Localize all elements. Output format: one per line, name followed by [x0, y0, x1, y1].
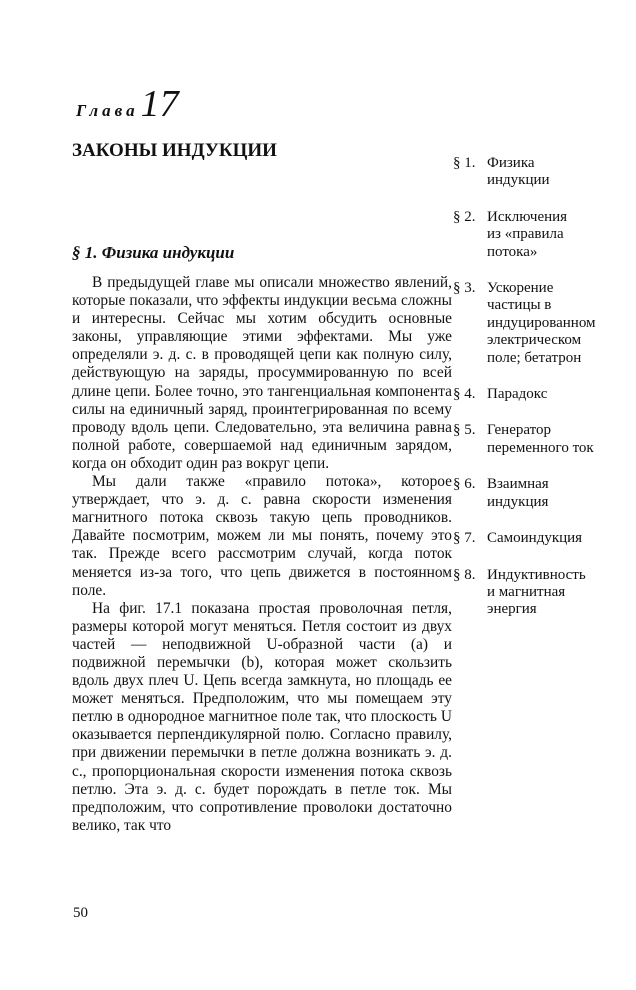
- toc-line: Парадокс: [487, 386, 548, 403]
- toc-line: из «правила: [487, 226, 564, 243]
- toc-title: [487, 530, 582, 547]
- section-heading: § 1. Физика индукции: [72, 243, 235, 262]
- toc-number: § 2.: [453, 208, 476, 225]
- toc-line: Взаимная: [487, 476, 549, 493]
- toc-line: потока»: [487, 243, 538, 260]
- toc-number: § 8.: [453, 566, 476, 583]
- paragraph-3: На фиг. 17.1 показана простая проволочная петля, размеры которой могут меняться. Петля состоит из двух частей — неподвижной U-образной части (a) и подвижной перемычки (b), которая может скользить вдоль двух плеч U. Цепь всегда замкнута, но площадь ее может меняться. Предположим, что мы помещаем эту петлю в однородное магнитное поле так, что плоскость U оказывается перпендикулярной полю. Согласно правилу, при движении перемычки в петле должна возникать э. д. с., пропорциональная скорости изменения потока сквозь петлю. Эта э. д. с. будет порождать в петле ток. Мы предположим, что сопротивление проволоки достаточно велико, так что: [72, 599, 452, 834]
- chapter-word: Глава: [76, 101, 139, 120]
- toc-line: Физика: [487, 155, 535, 171]
- toc-line: переменного ток: [487, 439, 594, 456]
- page-number: 50: [73, 905, 88, 921]
- toc-line: Генератор: [487, 422, 551, 439]
- toc-title: [487, 567, 586, 619]
- paragraph-1: В предыдущей главе мы описали множество явлений, которые показали, что эффекты индукции весьма сложны и интересны. Сейчас мы хотим обсудить основные законы, управляющие этими эффектами. Мы уже определяли э. д. с. в проводящей цепи как полную силу, действующую на заряды, просуммированную по всей длине цепи. Более точно, это тангенциальная компонента силы на единичный заряд, проинтегрированная по всему проводу вдоль цепи. Следовательно, эта величина равна полной работе, совершаемой над единичным зарядом, когда он обходит один раз вокруг цепи.: [72, 274, 452, 472]
- toc-title: [487, 386, 547, 403]
- toc-title: [487, 155, 550, 190]
- toc-number: § 7.: [453, 530, 476, 547]
- toc-number: § 4.: [453, 386, 476, 403]
- toc-item-1: [453, 155, 631, 190]
- toc-title: [487, 422, 594, 457]
- toc-item-6: [453, 476, 631, 511]
- toc-number: § 6.: [453, 476, 476, 493]
- toc-line: и магнитная: [487, 583, 566, 600]
- toc-item-2: [453, 209, 631, 261]
- toc-line: поле; бетатрон: [487, 349, 582, 366]
- chapter-contents: [453, 155, 631, 619]
- toc-item-8: [453, 567, 631, 619]
- toc-number: § 1.: [453, 155, 476, 171]
- toc-title: [487, 280, 596, 367]
- toc-item-4: [453, 386, 631, 403]
- toc-line: индукция: [487, 493, 549, 510]
- toc-item-7: [453, 530, 631, 547]
- toc-line: Исключения: [487, 208, 568, 225]
- chapter-heading: [76, 82, 179, 126]
- toc-title: [487, 209, 567, 261]
- toc-line: частицы в: [487, 297, 552, 314]
- toc-line: индуцированном: [487, 314, 596, 331]
- chapter-number: 17: [140, 83, 179, 125]
- toc-line: индукции: [487, 172, 550, 189]
- chapter-title: ЗАКОНЫ ИНДУКЦИИ: [72, 140, 277, 161]
- toc-number: § 5.: [453, 422, 476, 439]
- toc-title: [487, 476, 549, 511]
- toc-line: Индуктивность: [487, 566, 586, 583]
- toc-number: § 3.: [453, 280, 476, 297]
- toc-line: электрическом: [487, 332, 582, 349]
- body-text: [72, 274, 452, 835]
- paragraph-2: Мы дали также «правило потока», которое утверждает, что э. д. с. равна скорости изменения магнитного потока сквозь такую цепь проводников. Давайте посмотрим, можем ли мы понять, почему это так. Прежде всего рассмотрим случай, когда поток меняется из-за того, что цепь движется в постоянном поле.: [72, 473, 452, 599]
- toc-line: энергия: [487, 601, 537, 618]
- toc-line: Ускорение: [487, 280, 554, 297]
- toc-line: Самоиндукция: [487, 530, 583, 547]
- toc-item-3: [453, 280, 631, 367]
- toc-item-5: [453, 422, 631, 457]
